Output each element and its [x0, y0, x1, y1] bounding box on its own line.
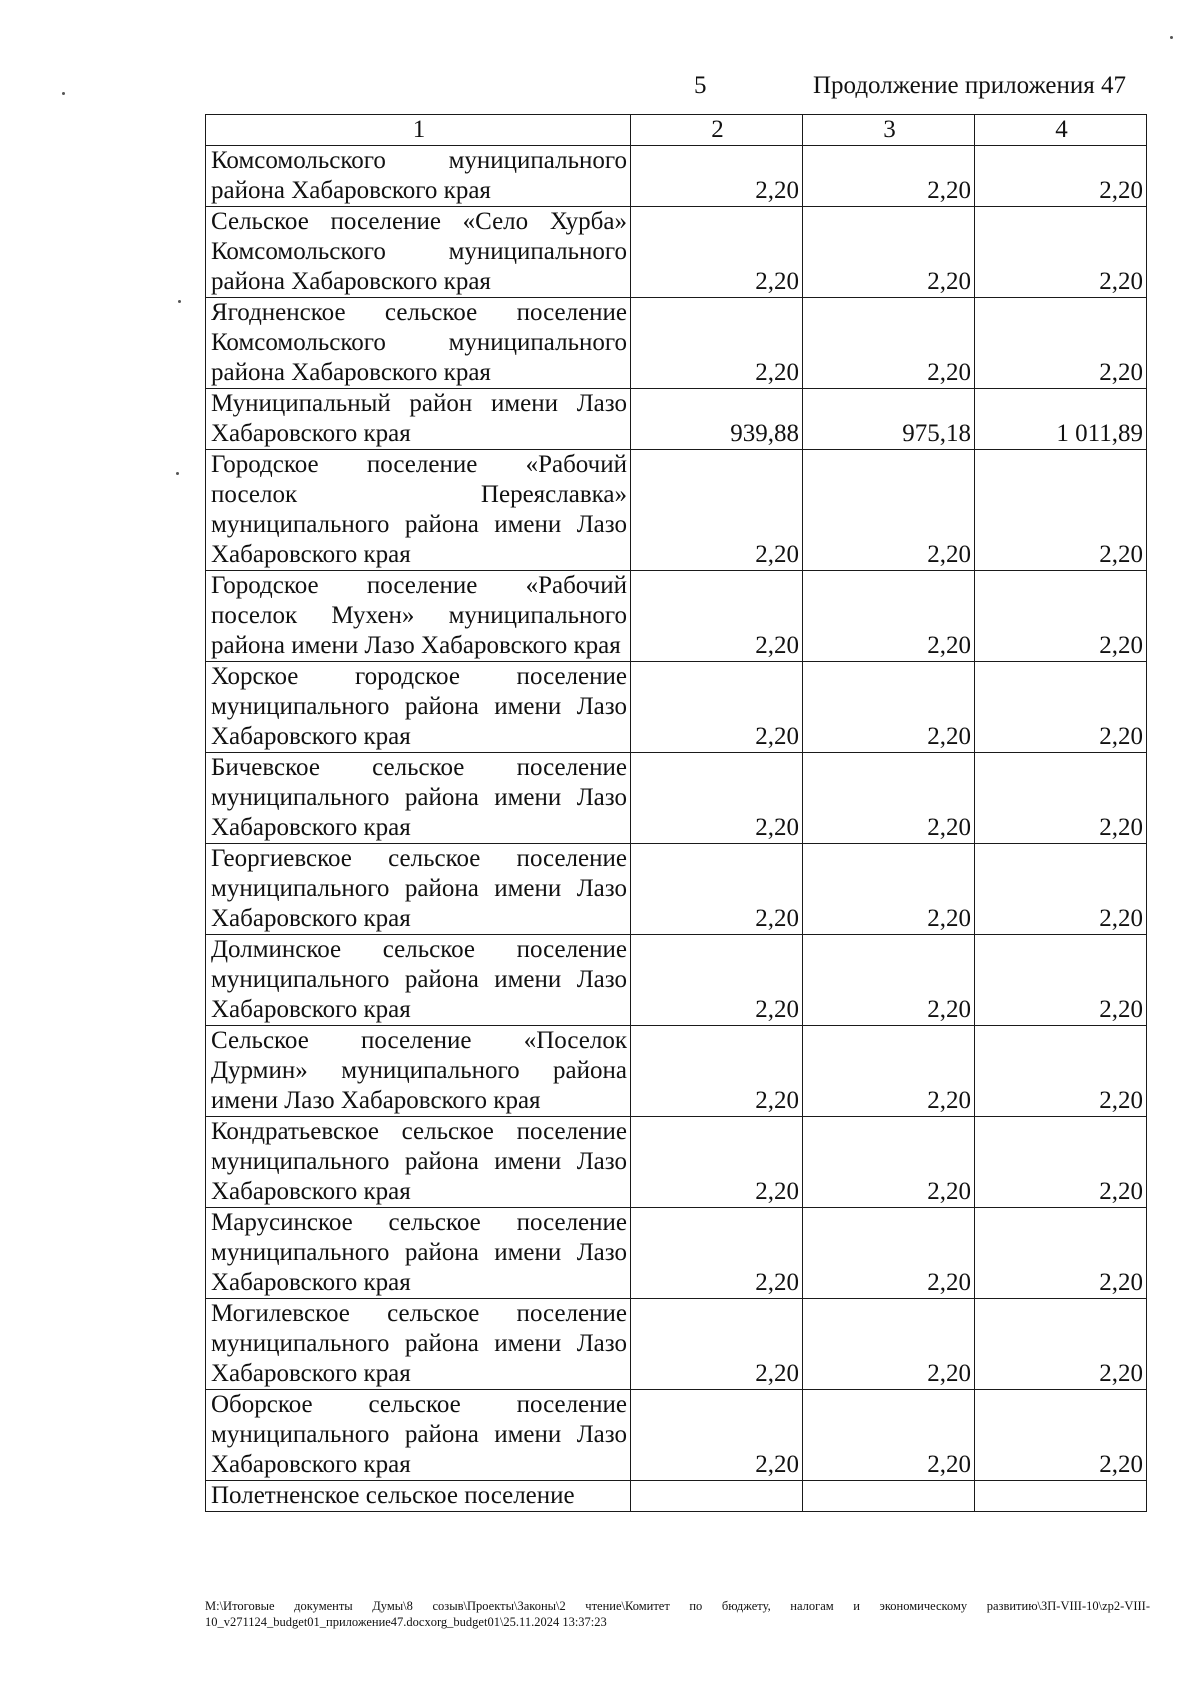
- row-name-cell: Комсомольского муниципального района Хабаровского края: [206, 146, 631, 207]
- table-row: [206, 450, 1147, 571]
- value-cell-col2: 2,20: [631, 753, 803, 844]
- value-cell-col2: 2,20: [631, 1117, 803, 1208]
- value-cell-col3: [803, 1481, 975, 1512]
- value-cell-col2: 2,20: [631, 935, 803, 1026]
- appendix-table: [205, 114, 1147, 1512]
- row-name-cell: Бичевское сельское поселение муниципального района имени Лазо Хабаровского края: [206, 753, 631, 844]
- row-name-cell: Сельское поселение «Село Хурба» Комсомольского муниципального района Хабаровского края: [206, 207, 631, 298]
- value-cell-col4: 2,20: [975, 1390, 1147, 1481]
- value-cell-col3: 2,20: [803, 753, 975, 844]
- value-cell-col4: 2,20: [975, 753, 1147, 844]
- value-cell-col3: 2,20: [803, 571, 975, 662]
- value-cell-col2: 939,88: [631, 389, 803, 450]
- table-row: [206, 389, 1147, 450]
- scan-speck: [1170, 36, 1173, 39]
- value-cell-col3: 2,20: [803, 1390, 975, 1481]
- row-name-cell: Хорское городское поселение муниципального района имени Лазо Хабаровского края: [206, 662, 631, 753]
- value-cell-col3: 2,20: [803, 1208, 975, 1299]
- row-name-cell: Ягодненское сельское поселение Комсомольского муниципального района Хабаровского края: [206, 298, 631, 389]
- table-row: [206, 1117, 1147, 1208]
- page-number: 5: [694, 72, 707, 99]
- value-cell-col3: 2,20: [803, 1299, 975, 1390]
- value-cell-col2: 2,20: [631, 450, 803, 571]
- scan-speck: [176, 472, 179, 475]
- row-name-cell: Городское поселение «Рабочий поселок Переяславка» муниципального района имени Лазо Хабаровского края: [206, 450, 631, 571]
- table-row: [206, 753, 1147, 844]
- row-name-cell: Оборское сельское поселение муниципального района имени Лазо Хабаровского края: [206, 1390, 631, 1481]
- value-cell-col4: 2,20: [975, 298, 1147, 389]
- row-name-cell: Городское поселение «Рабочий поселок Мухен» муниципального района имени Лазо Хабаровского края: [206, 571, 631, 662]
- table-row: [206, 146, 1147, 207]
- value-cell-col4: 2,20: [975, 207, 1147, 298]
- table-row: [206, 1481, 1147, 1512]
- value-cell-col2: 2,20: [631, 1026, 803, 1117]
- table-row: [206, 844, 1147, 935]
- value-cell-col2: 2,20: [631, 1299, 803, 1390]
- row-name-cell: Долминское сельское поселение муниципального района имени Лазо Хабаровского края: [206, 935, 631, 1026]
- file-path-footer: M:\Итоговые документы Думы\8 созыв\Проекты\Законы\2 чтение\Комитет по бюджету, налогам и экономическому развитию\ЗП-VIII-10\zp2-VIII-10_v271124_budget01_приложение47.docxorg_budget01\25.11.2024 13:37:23: [205, 1599, 1150, 1629]
- continuation-heading: Продолжение приложения 47: [813, 72, 1127, 99]
- column-header: 2: [631, 115, 803, 146]
- table-row: [206, 207, 1147, 298]
- value-cell-col4: 2,20: [975, 662, 1147, 753]
- row-name-cell: Кондратьевское сельское поселение муниципального района имени Лазо Хабаровского края: [206, 1117, 631, 1208]
- value-cell-col3: 2,20: [803, 1117, 975, 1208]
- value-cell-col4: 2,20: [975, 844, 1147, 935]
- value-cell-col2: 2,20: [631, 571, 803, 662]
- row-name-cell: Могилевское сельское поселение муниципального района имени Лазо Хабаровского края: [206, 1299, 631, 1390]
- value-cell-col2: 2,20: [631, 844, 803, 935]
- value-cell-col4: 2,20: [975, 1208, 1147, 1299]
- value-cell-col4: 2,20: [975, 450, 1147, 571]
- value-cell-col3: 2,20: [803, 450, 975, 571]
- value-cell-col3: 2,20: [803, 935, 975, 1026]
- table-row: [206, 1026, 1147, 1117]
- value-cell-col4: 2,20: [975, 1117, 1147, 1208]
- table-header-row: [206, 115, 1147, 146]
- value-cell-col4: 1 011,89: [975, 389, 1147, 450]
- value-cell-col2: [631, 1481, 803, 1512]
- value-cell-col3: 2,20: [803, 1026, 975, 1117]
- value-cell-col4: 2,20: [975, 1299, 1147, 1390]
- row-name-cell: Полетненское сельское поселение: [206, 1481, 631, 1512]
- table-row: [206, 571, 1147, 662]
- table-row: [206, 1390, 1147, 1481]
- scan-speck: [62, 92, 65, 95]
- value-cell-col4: 2,20: [975, 935, 1147, 1026]
- value-cell-col3: 2,20: [803, 146, 975, 207]
- row-name-cell: Муниципальный район имени Лазо Хабаровского края: [206, 389, 631, 450]
- row-name-cell: Марусинское сельское поселение муниципального района имени Лазо Хабаровского края: [206, 1208, 631, 1299]
- value-cell-col3: 2,20: [803, 844, 975, 935]
- value-cell-col4: 2,20: [975, 146, 1147, 207]
- row-name-cell: Георгиевское сельское поселение муниципального района имени Лазо Хабаровского края: [206, 844, 631, 935]
- scan-speck: [178, 300, 181, 303]
- column-header: 3: [803, 115, 975, 146]
- table-row: [206, 1299, 1147, 1390]
- table-row: [206, 1208, 1147, 1299]
- column-header: 4: [975, 115, 1147, 146]
- value-cell-col3: 2,20: [803, 298, 975, 389]
- table-row: [206, 662, 1147, 753]
- value-cell-col3: 975,18: [803, 389, 975, 450]
- row-name-cell: Сельское поселение «Поселок Дурмин» муниципального района имени Лазо Хабаровского края: [206, 1026, 631, 1117]
- value-cell-col3: 2,20: [803, 207, 975, 298]
- value-cell-col4: 2,20: [975, 571, 1147, 662]
- value-cell-col2: 2,20: [631, 1390, 803, 1481]
- value-cell-col2: 2,20: [631, 1208, 803, 1299]
- value-cell-col4: 2,20: [975, 1026, 1147, 1117]
- table-row: [206, 935, 1147, 1026]
- value-cell-col2: 2,20: [631, 298, 803, 389]
- table-row: [206, 298, 1147, 389]
- value-cell-col4: [975, 1481, 1147, 1512]
- value-cell-col2: 2,20: [631, 146, 803, 207]
- value-cell-col3: 2,20: [803, 662, 975, 753]
- value-cell-col2: 2,20: [631, 207, 803, 298]
- value-cell-col2: 2,20: [631, 662, 803, 753]
- column-header: 1: [206, 115, 631, 146]
